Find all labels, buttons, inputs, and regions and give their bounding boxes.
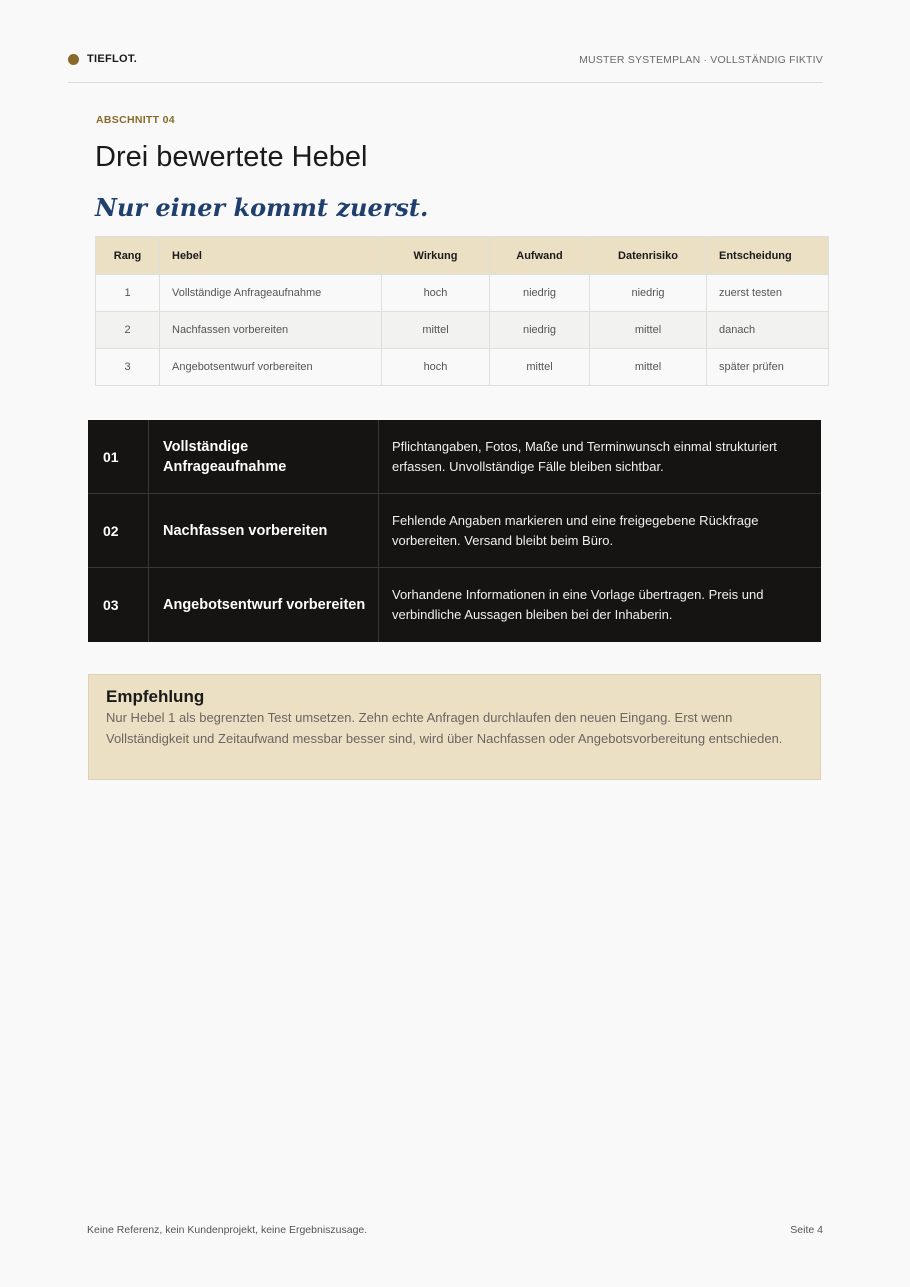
lever-number: 03 <box>88 568 149 642</box>
column-header-hebel: Hebel <box>160 237 382 275</box>
header-note: MUSTER SYSTEMPLAN · VOLLSTÄNDIG FIKTIV <box>579 54 823 66</box>
recommendation-text: Nur Hebel 1 als begrenzten Test umsetzen. Zehn echte Anfragen durchlaufen den neuen Eingang. Erst wenn Vollständigkeit und Zeitaufwand messbar besser sind, wird über Nachfassen oder Angebotsvorbereitung entschieden. <box>106 710 783 746</box>
cell-entscheidung: später prüfen <box>707 349 829 386</box>
brand-name: TIEFLOT. <box>87 53 138 65</box>
cell-datenrisiko: mittel <box>590 349 707 386</box>
cell-aufwand: niedrig <box>490 312 590 349</box>
page-number: Seite 4 <box>790 1224 823 1236</box>
lever-name: Angebotsentwurf vorbereiten <box>149 568 379 642</box>
lever-item <box>88 494 821 568</box>
page-subtitle: Nur einer kommt zuerst. <box>95 193 429 222</box>
lever-number: 02 <box>88 494 149 567</box>
column-header-rang: Rang <box>96 237 160 275</box>
cell-rang: 2 <box>96 312 160 349</box>
column-header-datenrisiko: Datenrisiko <box>590 237 707 275</box>
cell-wirkung: mittel <box>382 312 490 349</box>
lever-description: Pflichtangaben, Fotos, Maße und Terminwunsch einmal strukturiert erfassen. Unvollständige Fälle bleiben sichtbar. <box>392 438 777 474</box>
lever-detail-list <box>88 420 821 642</box>
column-header-wirkung: Wirkung <box>382 237 490 275</box>
cell-rang: 3 <box>96 349 160 386</box>
cell-datenrisiko: mittel <box>590 312 707 349</box>
table-row <box>96 275 829 312</box>
lever-item <box>88 420 821 494</box>
cell-wirkung: hoch <box>382 275 490 312</box>
section-label: ABSCHNITT 04 <box>96 114 175 126</box>
column-header-aufwand: Aufwand <box>490 237 590 275</box>
table-header-row <box>96 237 829 275</box>
cell-aufwand: niedrig <box>490 275 590 312</box>
page-header <box>68 48 823 83</box>
cell-aufwand: mittel <box>490 349 590 386</box>
page-title: Drei bewertete Hebel <box>95 141 368 173</box>
column-header-entscheidung: Entscheidung <box>707 237 829 275</box>
cell-rang: 1 <box>96 275 160 312</box>
lever-rating-table <box>95 236 829 386</box>
cell-hebel: Vollständige Anfrageaufnahme <box>160 275 382 312</box>
lever-number: 01 <box>88 420 149 493</box>
brand-dot-icon <box>68 54 79 65</box>
brand <box>68 53 137 65</box>
cell-wirkung: hoch <box>382 349 490 386</box>
cell-entscheidung: zuerst testen <box>707 275 829 312</box>
cell-entscheidung: danach <box>707 312 829 349</box>
lever-description: Fehlende Angaben markieren und eine freigegebene Rückfrage vorbereiten. Versand bleibt beim Büro. <box>392 512 759 548</box>
recommendation-title: Empfehlung <box>106 687 205 706</box>
table-row <box>96 312 829 349</box>
lever-description: Vorhandene Informationen in eine Vorlage übertragen. Preis und verbindliche Aussagen bleiben bei der Inhaberin. <box>392 587 764 622</box>
cell-hebel: Nachfassen vorbereiten <box>160 312 382 349</box>
footer-disclaimer: Keine Referenz, kein Kundenprojekt, keine Ergebniszusage. <box>87 1224 368 1236</box>
recommendation-box <box>88 674 821 780</box>
lever-item <box>88 568 821 642</box>
cell-hebel: Angebotsentwurf vorbereiten <box>160 349 382 386</box>
lever-name: Vollständige Anfrageaufnahme <box>149 420 379 493</box>
table-row <box>96 349 829 386</box>
cell-datenrisiko: niedrig <box>590 275 707 312</box>
lever-name: Nachfassen vorbereiten <box>149 494 379 567</box>
